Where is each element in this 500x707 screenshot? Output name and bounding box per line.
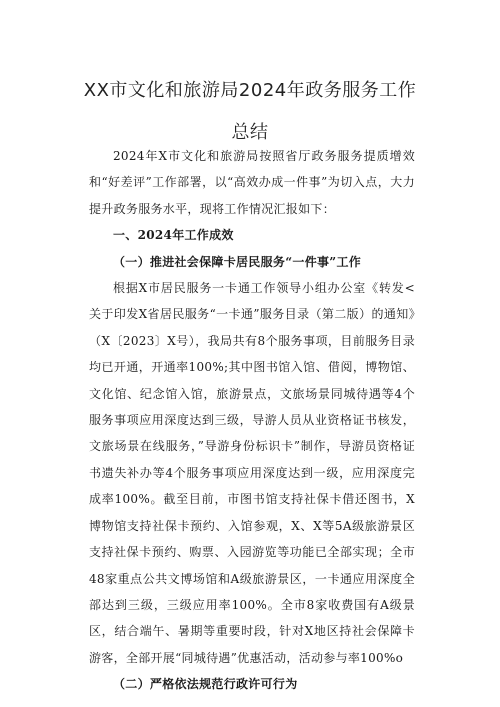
subsection-heading: （二）严格依法规范行政许可行为 (113, 677, 298, 692)
subsection-heading: （一）推进社会保障卡居民服务“一件事”工作 (113, 254, 362, 269)
intro-paragraph: 2024年X市文化和旅游局按照省厅政务服务提质增效和“好差评”工作部署，以“高效办成一件事”为切入点，大力提升政务服务水平，现将工作情况汇报如下： (89, 149, 415, 216)
document-title-continued: 总结 (231, 122, 269, 143)
body-paragraph: 根据X市居民服务一卡通工作领导小组办公室《转发<关于印发X省居民服务“一卡通”服务目录（第二版）的通知》（X〔2023〕X号），我局共有8个服务事项，目前服务目录均已开通，开通率100%;其中图书馆入馆、借阅，博物馆、文化馆、纪念馆入馆，旅游景点，文旅场景同城待遇等4个服务事项应用深度达到三级，导游人员从业资格证书核发，文旅场景在线服务，”导游身份标识卡”制作，导游员资格证书遗失补办等4个服务事项应用深度达到一级，应用深度完成率100%。截至目前，市图书馆支持社保卡借还图书，X博物馆支持社保卡预约、入馆参观，X、X等5A级旅游景区支持社保卡预约、购票、入园游览等功能已全部实现；全市48家重点公共文博场馆和A级旅游景区，一卡通应用深度全部达到三级，三级应用率100%。全市8家收费国有A级景区，结合端午、暑期等重要时段，针对X地区持社会保障卡游客，全部开展“同城待遇”优惠活动，活动参与率100%o (89, 281, 415, 665)
section-heading: 一、2024年工作成效 (113, 228, 234, 243)
document-body (89, 143, 415, 698)
document-title: XX市文化和旅游局2024年政务服务工作 (83, 80, 417, 101)
